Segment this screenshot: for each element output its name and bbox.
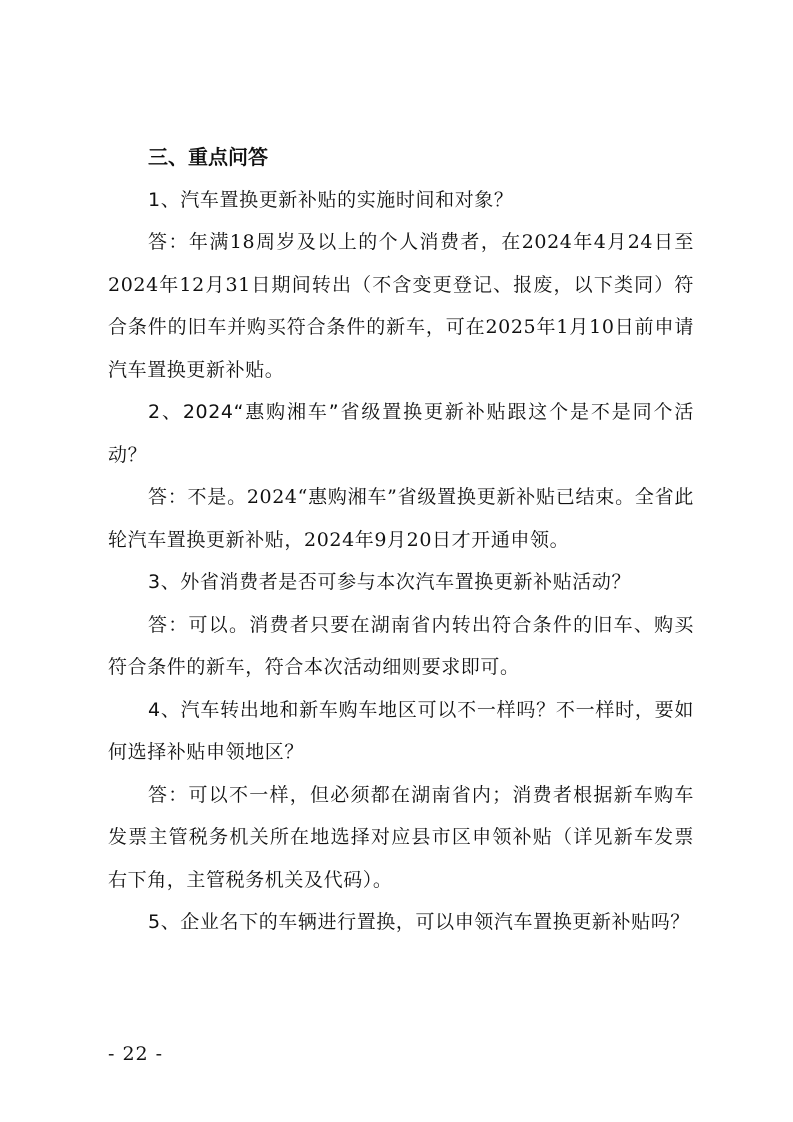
answer-4: 答：可以不一样，但必须都在湖南省内；消费者根据新车购车发票主管税务机关所在地选择对应县市区申领补贴（详见新车发票右下角，主管税务机关及代码）。 — [108, 783, 694, 891]
document-page — [108, 136, 694, 944]
question-4: 4、汽车转出地和新车购车地区可以不一样吗？不一样时，要如何选择补贴申领地区？ — [108, 698, 694, 763]
answer-1: 答：年满18周岁及以上的个人消费者，在2024年4月24日至2024年12月31日期间转出（不含变更登记、报废，以下类同）符合条件的旧车并购买符合条件的新车，可在2025年1月10日前申请汽车置换更新补贴。 — [108, 231, 694, 381]
question-5: 5、企业名下的车辆进行置换，可以申领汽车置换更新补贴吗？ — [148, 911, 690, 933]
page-number: - 22 - — [108, 1043, 164, 1065]
section-heading: 三、重点问答 — [148, 145, 268, 169]
question-2: 2、2024“惠购湘车”省级置换更新补贴跟这个是不是同个活动？ — [108, 401, 694, 466]
question-1: 1、汽车置换更新补贴的实施时间和对象？ — [148, 188, 514, 211]
answer-2: 答：不是。2024“惠购湘车”省级置换更新补贴已结束。全省此轮汽车置换更新补贴，2024年9月20日才开通申领。 — [108, 486, 694, 551]
question-3: 3、外省消费者是否可参与本次汽车置换更新补贴活动？ — [148, 571, 632, 593]
answer-3: 答：可以。消费者只要在湖南省内转出符合条件的旧车、购买符合条件的新车，符合本次活动细则要求即可。 — [108, 613, 694, 678]
